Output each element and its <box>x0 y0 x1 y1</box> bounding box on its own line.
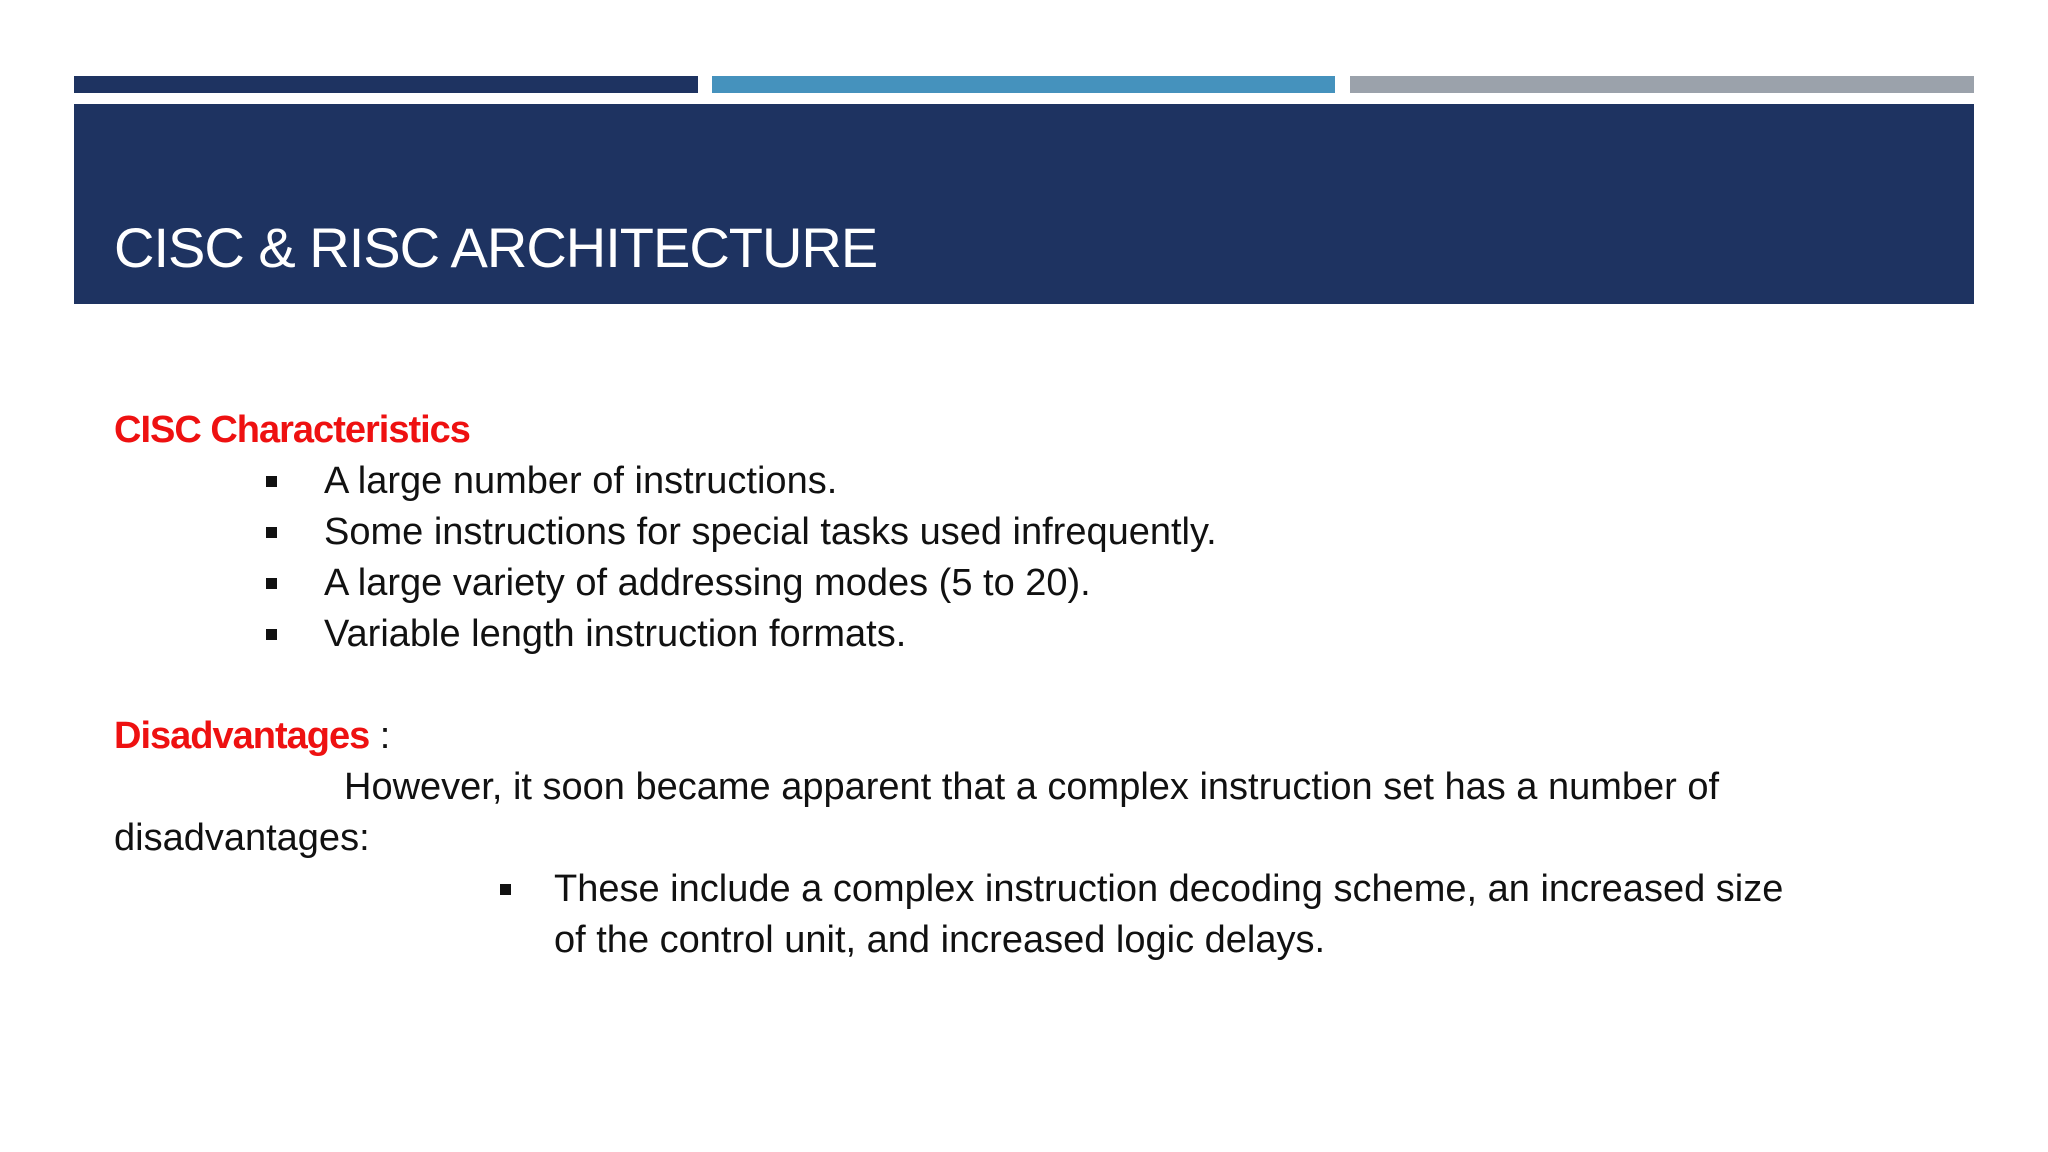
list-item-text: Some instructions for special tasks used infrequently. <box>324 511 1217 553</box>
accent-bar-blue <box>712 76 1335 93</box>
square-bullet-icon <box>500 884 511 895</box>
disadvantages-heading-line <box>114 711 1974 762</box>
disadvantages-heading: Disadvantages <box>114 715 370 757</box>
disadvantages-separator: : <box>369 715 391 757</box>
list-item-text: Variable length instruction formats. <box>324 613 907 655</box>
list-item <box>266 609 1974 660</box>
square-bullet-icon <box>266 629 277 640</box>
disadvantages-list <box>114 864 1974 966</box>
list-item <box>266 507 1974 558</box>
list-item-text: These include a complex instruction decoding scheme, an increased size of the control unit, and increased logic delays. <box>554 868 1784 961</box>
slide-body <box>114 405 1974 966</box>
accent-bar-gray <box>1350 76 1974 93</box>
list-item-text: A large variety of addressing modes (5 to 20). <box>324 562 1091 604</box>
title-band <box>74 104 1974 304</box>
list-item <box>266 456 1974 507</box>
cisc-characteristics-heading: CISC Characteristics <box>114 409 470 451</box>
list-item <box>266 558 1974 609</box>
square-bullet-icon <box>266 527 277 538</box>
list-item <box>500 864 1804 966</box>
accent-bar-navy <box>74 76 698 93</box>
cisc-characteristics-list <box>114 456 1974 660</box>
list-item-text: A large number of instructions. <box>324 460 838 502</box>
slide-title: CISC & RISC ARCHITECTURE <box>114 216 878 279</box>
square-bullet-icon <box>266 578 277 589</box>
square-bullet-icon <box>266 476 277 487</box>
spacer <box>114 660 1974 711</box>
disadvantages-paragraph: However, it soon became apparent that a complex instruction set has a number of disadvantages: <box>114 766 1720 859</box>
